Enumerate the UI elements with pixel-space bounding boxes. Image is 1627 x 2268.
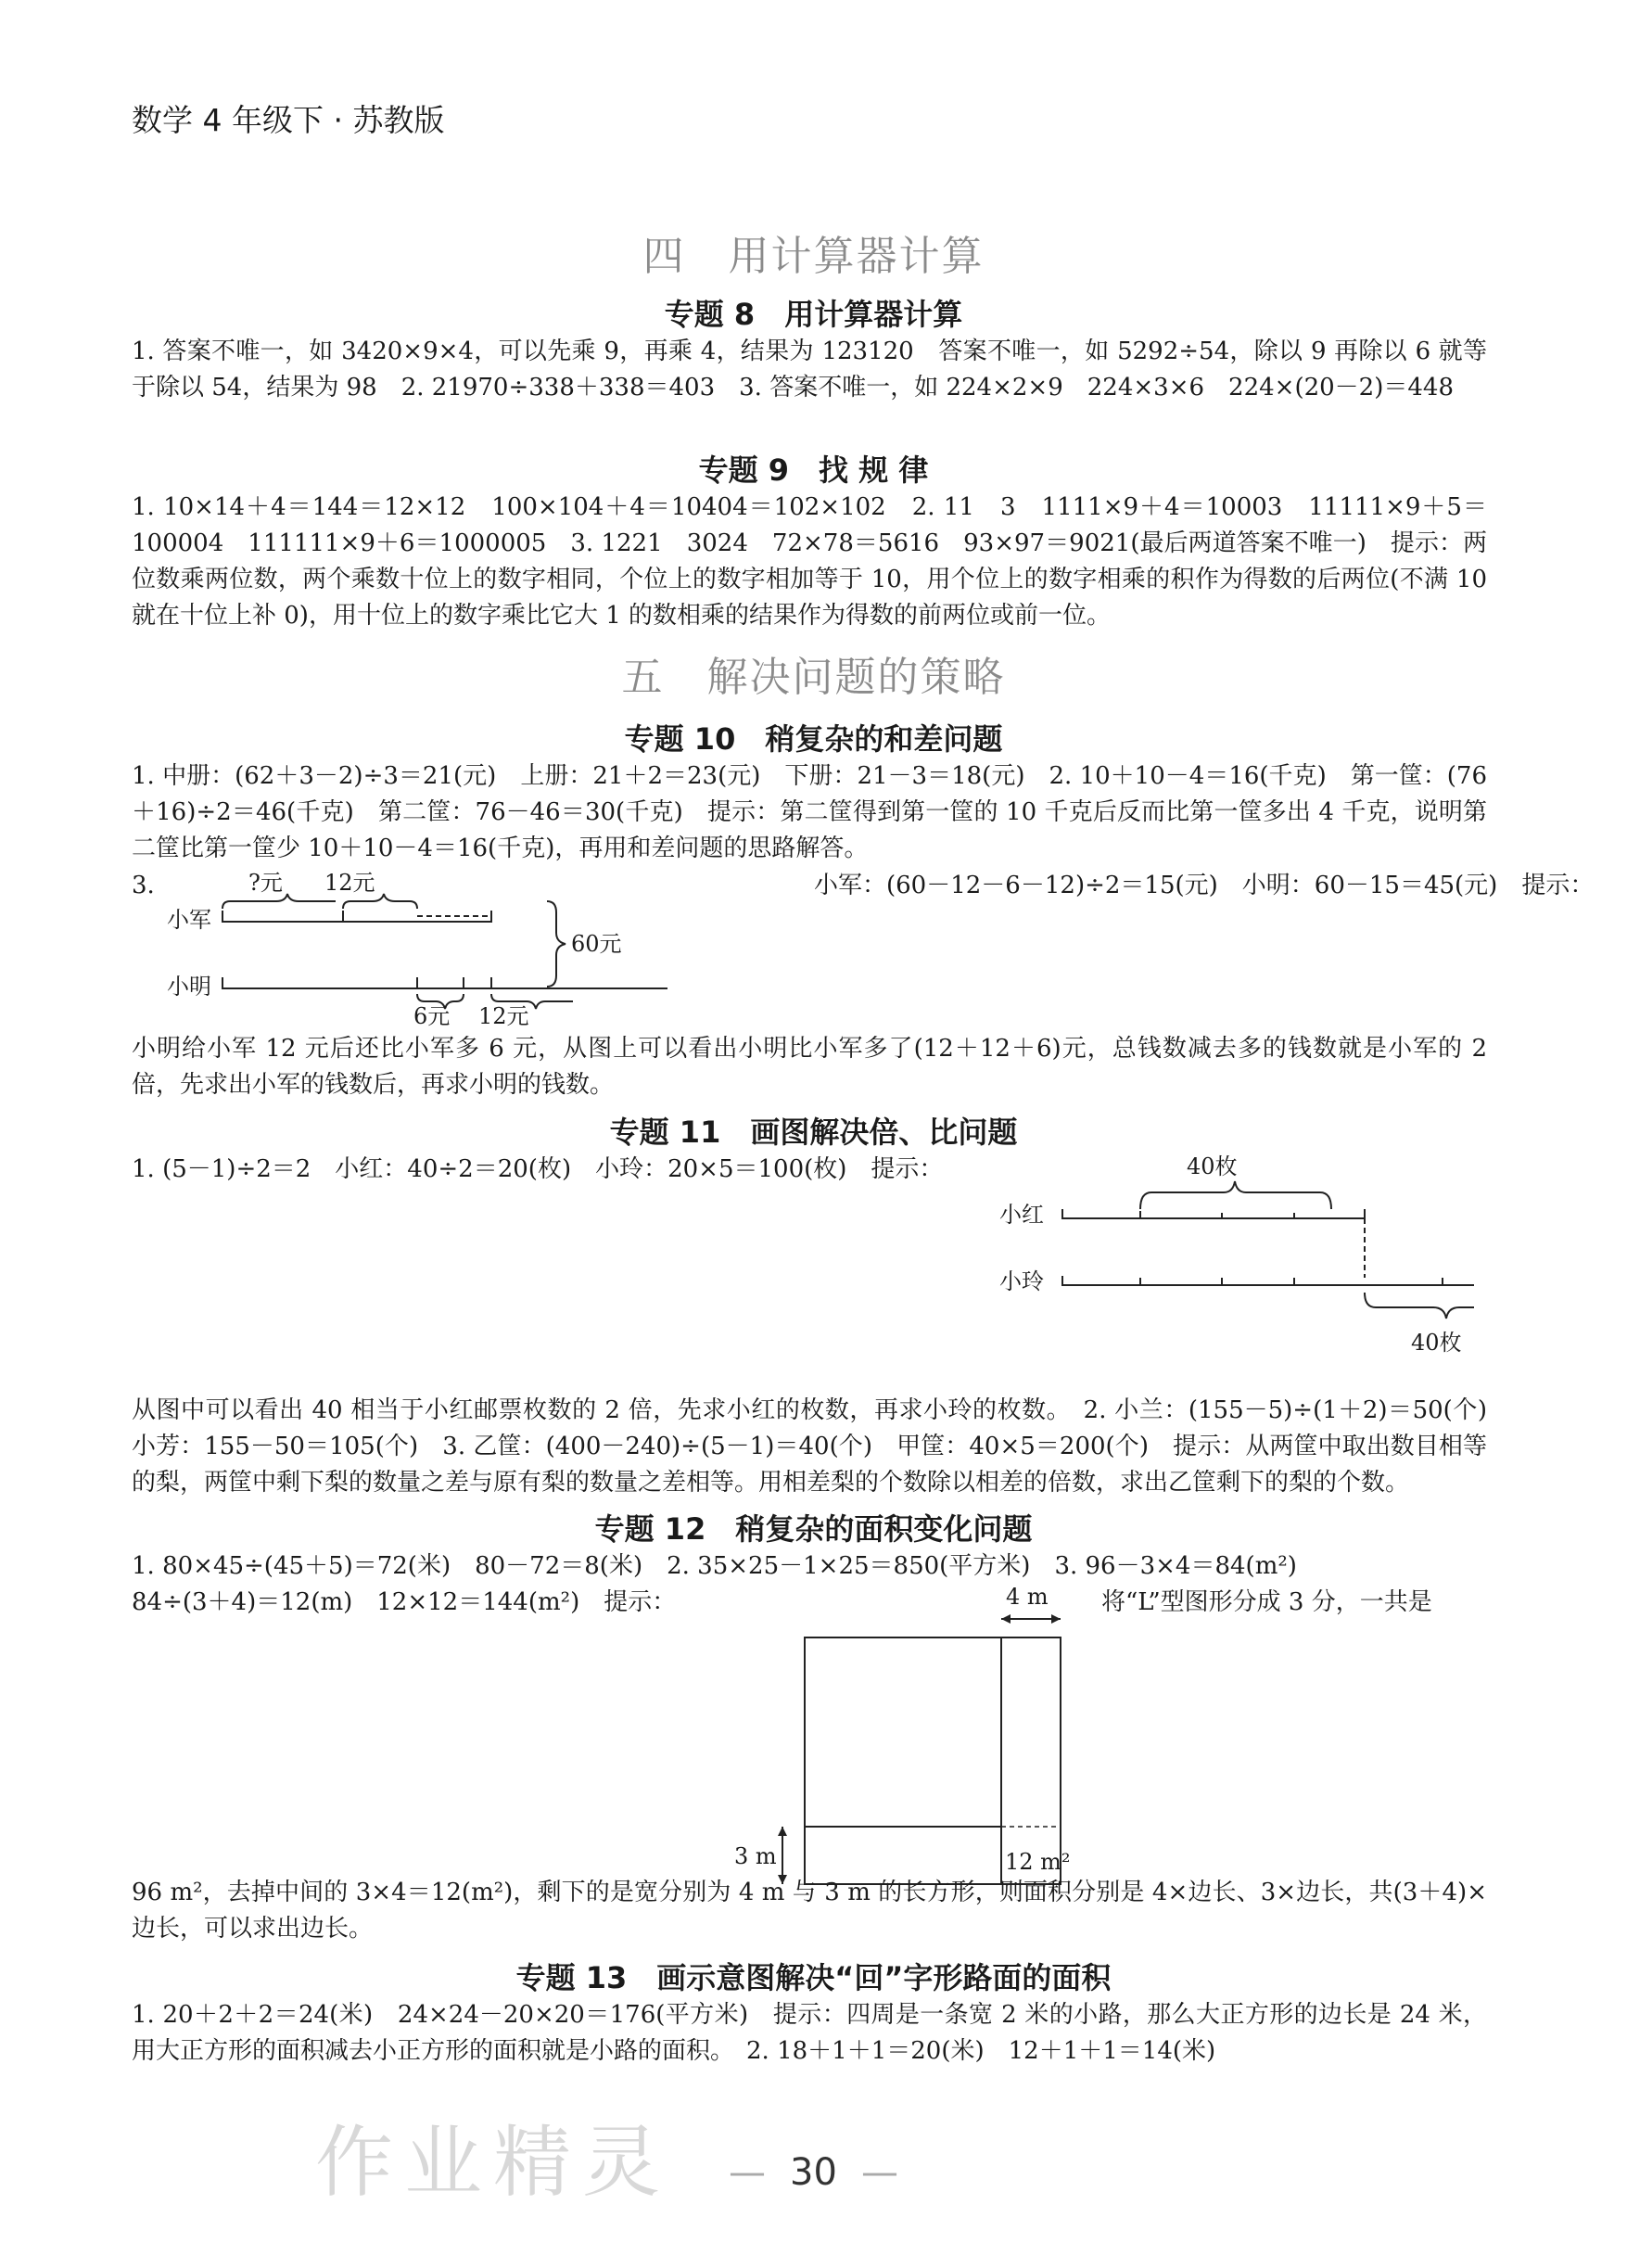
watermark: 作业精灵 [315, 2117, 672, 2208]
xiaoling-bar [1062, 1276, 1474, 1285]
topic-10-item-3-number: 3. [132, 872, 155, 899]
xiaojun-bar [222, 911, 491, 922]
topic-9-title: 专题 9 找 规 律 [698, 452, 929, 488]
topic-10-item-3-answer: 小军：(60－12－6－12)÷2＝15(元) 小明：60－15＝45(元) 提示： [814, 872, 1595, 899]
topic-12-line-2: 84÷(3＋4)＝12(m) 12×12＝144(m²) 提示： [132, 1588, 677, 1616]
xiaoming-bar [222, 977, 667, 988]
twelve-yuan-bottom-label: 12元 [478, 1003, 529, 1029]
topic-10-title: 专题 10 稍复杂的和差问题 [624, 721, 1003, 757]
topic-13-title: 专题 13 画示意图解决“回”字形路面的面积 [515, 1960, 1112, 1995]
corner-area-label: 12 m² [1005, 1849, 1071, 1875]
topic-12-title: 专题 12 稍复杂的面积变化问题 [594, 1511, 1033, 1547]
chapter-4-title: 四 用计算器计算 [642, 233, 985, 280]
topic-12-hint: 96 m²，去掉中间的 3×4＝12(m²)，剩下的是宽分别为 4 m 与 3 m 的长方形，则面积分别是 4×边长、3×边长，共(3＋4)×边长，可以求出边长。 [132, 1879, 1487, 1943]
height-label: 3 m [734, 1843, 777, 1869]
sum-difference-diagram [148, 853, 667, 1029]
topic-13-answers: 1. 20＋2＋2＝24(米) 24×24－20×20＝176(平方米) 提示：四周是一条宽 2 米的小路，那么大正方形的边长是 24 米，用大正方形的面积减去小正方形的面积就是小路的面积。 2. 18＋1＋1＝20(米) 12＋1＋1＝14(米) [132, 2001, 1487, 2065]
topic-10-hint: 小明给小军 12 元后还比小军多 6 元，从图上可以看出小明比小军多了(12＋12＋6)元，总钱数减去多的钱数就是小军的 2 倍，先求出小军的钱数后，再求小明的钱数。 [132, 1035, 1487, 1099]
topic-12-line-1: 1. 80×45÷(45＋5)＝72(米) 80－72＝8(米) 2. 35×25－1×25＝850(平方米) 3. 96－3×4＝84(m²) [132, 1552, 1297, 1580]
topic-11-title: 专题 11 画图解决倍、比问题 [609, 1115, 1018, 1150]
page-number: — 30 — [729, 2151, 898, 2194]
xiaohong-label: 小红 [999, 1202, 1044, 1228]
chapter-5-title: 五 解决问题的策略 [621, 654, 1006, 701]
forty-top-label: 40枚 [1187, 1153, 1238, 1179]
xiaoming-label: 小明 [167, 974, 211, 1000]
width-label: 4 m [1006, 1584, 1049, 1610]
topic-11-answers: 从图中可以看出 40 相当于小红邮票枚数的 2 倍，先求小红的枚数，再求小玲的枚数。 2. 小兰：(155－5)÷(1＋2)＝50(个) 小芳：155－50＝105(个) 3. 乙筐：(400－240)÷(5－1)＝40(个) 甲筐：40×5＝200(个) 提示：从两筐中取出数目相等的梨，两筐中剩下梨的数量之差与原有梨的数量之差相等。用相差梨的个数除以相差的倍数，求出乙筐剩下的梨的个数。 [132, 1396, 1512, 1497]
total-brace [547, 901, 566, 987]
topic-10-answers: 1. 中册：(62＋3－2)÷3＝21(元) 上册：21＋2＝23(元) 下册：21－3＝18(元) 2. 10＋10－4＝16(千克) 第一筐：(76＋16)÷2＝46(千克) 第二筐：76－46＝30(千克) 提示：第二筐得到第一筐的 10 千克后反而比第一筐多出 4 千克，说明第二筐比第一筐少 10＋10－4＝16(千克)，再用和差问题的思路解答。 [132, 762, 1487, 862]
topic-12-side-text: 将“L”型图形分成 3 分，一共是 [1101, 1588, 1432, 1616]
top-brace [1140, 1181, 1331, 1209]
twelve-yuan-top-label: 12元 [324, 870, 375, 896]
xiaoling-label: 小玲 [999, 1268, 1044, 1294]
twelve-yuan-brace [343, 894, 417, 909]
topic-11-item-1: 1. (5－1)÷2＝2 小红：40÷2＝20(枚) 小玲：20×5＝100(枚) 提示： [132, 1155, 944, 1183]
forty-bottom-label: 40枚 [1411, 1330, 1462, 1356]
total-label: 60元 [571, 931, 622, 957]
topic-8-title: 专题 8 用计算器计算 [664, 297, 963, 332]
bottom-brace [1365, 1293, 1474, 1319]
unknown-brace [222, 894, 336, 909]
six-yuan-label: 6元 [413, 1003, 451, 1029]
large-square [805, 1637, 1061, 1884]
unknown-label: ?元 [248, 870, 283, 896]
topic-8-answers: 1. 答案不唯一，如 3420×9×4，可以先乘 9，再乘 4，结果为 123120 答案不唯一，如 5292÷54，除以 9 再除以 6 就等于除以 54，结果为 98 2. 21970÷338＋338＝403 3. 答案不唯一，如 224×2×9 224×3×6 224×(20－2)＝448 [132, 338, 1487, 401]
page-header: 数学 4 年级下 · 苏教版 [132, 102, 445, 138]
xiaohong-bar [1062, 1209, 1365, 1218]
xiaojun-label: 小军 [167, 907, 211, 933]
topic-9-answers: 1. 10×14＋4＝144＝12×12 100×104＋4＝10404＝102×102 2. 11 3 1111×9＋4＝10003 11111×9＋5＝100004 111111×9＋6＝1000005 3. 1221 3024 72×78＝5616 93×97＝9021(最后两道答案不唯一) 提示：两位数乘两位数，两个乘数十位上的数字相同，个位上的数字相加等于 10，用个位上的数字相乘的积作为得数的后两位(不满 10 就在十位上补 0)，用十位上的数字乘比它大 1 的数相乘的结果作为得数的前两位或前一位。 [132, 493, 1487, 630]
page-number-value: 30 [790, 2151, 837, 2194]
multiple-diagram [992, 1148, 1474, 1361]
area-diagram [723, 1576, 1085, 1892]
